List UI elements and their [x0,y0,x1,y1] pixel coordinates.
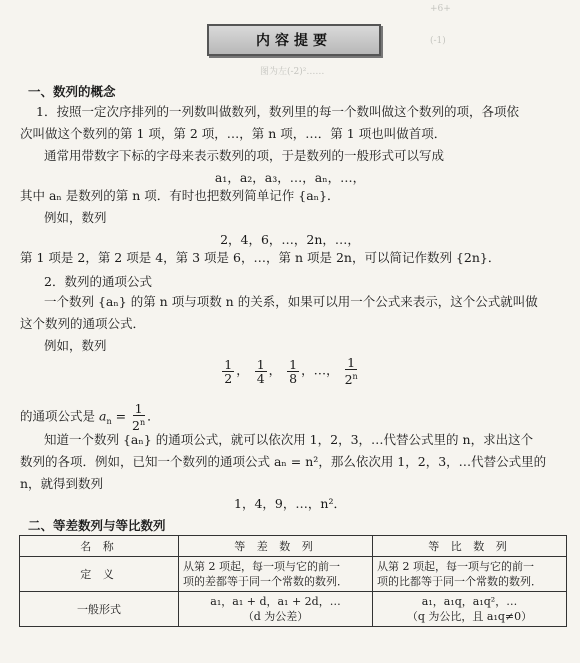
table-row [20,557,567,592]
table-row [20,592,567,627]
paragraph: 这个数列的通项公式． [20,316,146,331]
paragraph: 其中 aₙ 是数列的第 n 项．有时也把数列简单记作 {aₙ}． [20,188,340,203]
bleed-text: +6+ [430,4,451,14]
fraction-sequence: $\frac{1}{2}$ ， $\frac{1}{4}$ ， $\frac{1}{8}$ ，…， $\frac{1}{2^n}$ [224,355,358,388]
paragraph: n，就得到数列 [20,476,104,491]
page-title: 内容提要 [256,33,332,49]
formula: a₁，a₂，a₃，…，aₙ，…， [214,170,366,185]
table-header: 等 比 数 列 [373,536,567,557]
comparison-table [19,535,567,627]
row-label: 定 义 [20,557,179,592]
bleed-text: (-1) [430,36,446,46]
formula: 2，4，6，…，2n，…， [220,232,360,247]
paragraph: 例如，数列 [44,338,107,353]
table-cell: 从第 2 项起，每一项与它的前一 项的差都等于同一个常数的数列． [179,557,373,592]
table-header-row [20,536,567,557]
section-heading: 二、等差数列与等比数列 [28,518,166,533]
formula: 1，4，9，…，n²． [234,496,346,511]
paragraph: 一个数列 {aₙ} 的第 n 项与项数 n 的关系，如果可以用一个公式来表示，这个公式就叫做 [44,294,538,309]
section-heading: 一、数列的概念 [28,84,116,99]
table-header: 等 差 数 列 [179,536,373,557]
title-banner [207,24,381,56]
bleed-text: 图为左(-2)²…… [260,67,325,77]
paragraph: 通常用带数字下标的字母来表示数列的项，于是数列的一般形式可以写成 [44,148,445,163]
paragraph: 次叫做这个数列的第 1 项，第 2 项，…，第 n 项，…．第 1 项也叫做首项． [20,126,447,141]
table-header: 名 称 [20,536,179,557]
paragraph: 1．按照一定次序排列的一列数叫做数列，数列里的每一个数叫做这个数列的项，各项依 [36,104,519,119]
subsection-heading: 2．数列的通项公式 [44,274,152,289]
paragraph: 的通项公式是 $a_n$ = $\frac{1}{2^n}$ ． [20,401,160,434]
paragraph: 知道一个数列 {aₙ} 的通项公式，就可以依次用 1，2，3，…代替公式里的 n，求出这个 [44,432,534,447]
paragraph: 第 1 项是 2，第 2 项是 4，第 3 项是 6，…，第 n 项是 2n，可以简记作数列 {2n}． [20,250,501,265]
table-cell: a₁，a₁ + d，a₁ + 2d，… （d 为公差） [179,592,373,627]
table-cell: 从第 2 项起，每一项与它的前一 项的比都等于同一个常数的数列． [373,557,567,592]
row-label: 一般形式 [20,592,179,627]
paragraph: 例如，数列 [44,210,107,225]
paragraph: 数列的各项．例如，已知一个数列的通项公式 aₙ = n²，那么依次用 1，2，3，…代替公式里的 [20,454,547,469]
table-cell: a₁，a₁q，a₁q²，… （q 为公比，且 a₁q≠0） [373,592,567,627]
